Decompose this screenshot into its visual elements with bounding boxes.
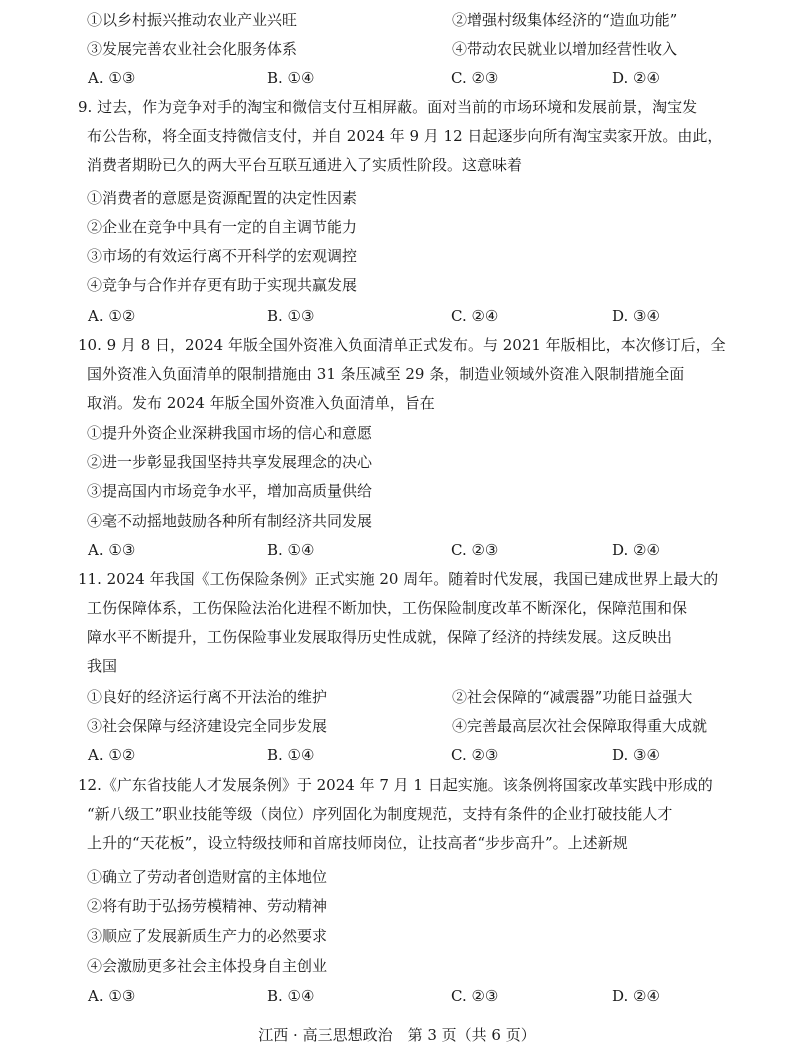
q10-stem-line-3: 取消。发布 2024 年版全国外资准入负面清单，旨在 [87, 394, 435, 412]
q11-answer-b: B. ①④ [267, 746, 315, 764]
q8-answer-b: B. ①④ [267, 69, 315, 87]
q9-option-1: ①消费者的意愿是资源配置的决定性因素 [87, 189, 358, 207]
q8-option-4: ④带动农民就业以增加经营性收入 [452, 40, 678, 58]
q10-answer-c: C. ②③ [451, 541, 499, 559]
q11-option-4: ④完善最高层次社会保障取得重大成就 [452, 717, 708, 735]
q10-answer-d: D. ②④ [612, 541, 660, 559]
q9-answer-a: A. ①② [88, 307, 136, 325]
q11-answer-a: A. ①② [88, 746, 136, 764]
q11-option-3: ③社会保障与经济建设完全同步发展 [87, 717, 328, 735]
q9-stem-line-3: 消费者期盼已久的两大平台互联互通进入了实质性阶段。这意味着 [87, 156, 523, 174]
q11-option-1: ①良好的经济运行离不开法治的维护 [87, 688, 328, 706]
q12-answer-a: A. ①③ [88, 987, 136, 1005]
q8-answer-d: D. ②④ [612, 69, 660, 87]
q11-stem-line-3: 障水平不断提升，工伤保险事业发展取得历史性成就，保障了经济的持续发展。这反映出 [87, 628, 673, 646]
q10-option-2: ②进一步彰显我国坚持共享发展理念的决心 [87, 453, 373, 471]
q8-answer-c: C. ②③ [451, 69, 499, 87]
q10-option-4: ④毫不动摇地鼓励各种所有制经济共同发展 [87, 512, 373, 530]
q12-answer-c: C. ②③ [451, 987, 499, 1005]
q8-option-2: ②增强村级集体经济的“造血功能” [452, 11, 678, 29]
q11-stem-line-2: 工伤保障体系，工伤保险法治化进程不断加快，工伤保险制度改革不断深化，保障范围和保 [87, 599, 688, 617]
q12-option-3: ③顺应了发展新质生产力的必然要求 [87, 927, 328, 945]
q9-answer-c: C. ②④ [451, 307, 499, 325]
q9-option-3: ③市场的有效运行离不开科学的宏观调控 [87, 247, 358, 265]
q12-answer-b: B. ①④ [267, 987, 315, 1005]
q11-answer-c: C. ②③ [451, 746, 499, 764]
q12-stem-line-2: “新八级工”职业技能等级（岗位）序列固化为制度规范，支持有条件的企业打破技能人才 [87, 805, 673, 823]
q12-stem-line-3: 上升的“天花板”，设立特级技师和首席技师岗位，让技高者“步步高升”。上述新规 [87, 834, 628, 852]
q12-option-2: ②将有助于弘扬劳模精神、劳动精神 [87, 897, 328, 915]
q11-stem-line-4: 我国 [87, 657, 118, 675]
q9-stem-line-1: 9. 过去，作为竞争对手的淘宝和微信支付互相屏蔽。面对当前的市场环境和发展前景，淘宝发 [78, 98, 698, 116]
q11-answer-d: D. ③④ [612, 746, 660, 764]
q11-stem-line-1: 11. 2024 年我国《工伤保险条例》正式实施 20 周年。随着时代发展，我国已建成世界上最大的 [78, 570, 719, 588]
q9-option-4: ④竞争与合作并存更有助于实现共赢发展 [87, 276, 358, 294]
q8-answer-a: A. ①③ [88, 69, 136, 87]
q10-answer-a: A. ①③ [88, 541, 136, 559]
q11-option-2: ②社会保障的“减震器”功能日益强大 [452, 688, 693, 706]
q10-option-3: ③提高国内市场竞争水平，增加高质量供给 [87, 482, 373, 500]
q9-option-2: ②企业在竞争中具有一定的自主调节能力 [87, 218, 358, 236]
q10-option-1: ①提升外资企业深耕我国市场的信心和意愿 [87, 424, 373, 442]
q10-answer-b: B. ①④ [267, 541, 315, 559]
q12-stem-line-1: 12.《广东省技能人才发展条例》于 2024 年 7 月 1 日起实施。该条例将国家改革实践中形成的 [78, 776, 713, 794]
q12-option-4: ④会激励更多社会主体投身自主创业 [87, 957, 328, 975]
q9-stem-line-2: 布公告称，将全面支持微信支付，并自 2024 年 9 月 12 日起逐步向所有淘宝卖家开放。由此， [87, 127, 723, 145]
q10-stem-line-1: 10. 9 月 8 日，2024 年版全国外资准入负面清单正式发布。与 2021 年版相比，本次修订后，全 [78, 336, 726, 354]
q10-stem-line-2: 国外资准入负面清单的限制措施由 31 条压减至 29 条，制造业领域外资准入限制措施全面 [87, 365, 685, 383]
q12-answer-d: D. ②④ [612, 987, 660, 1005]
page-footer: 江西 · 高三思想政治 第 3 页（共 6 页） [258, 1026, 536, 1044]
q8-option-3: ③发展完善农业社会化服务体系 [87, 40, 298, 58]
q12-option-1: ①确立了劳动者创造财富的主体地位 [87, 868, 328, 886]
q8-option-1: ①以乡村振兴推动农业产业兴旺 [87, 11, 298, 29]
q9-answer-b: B. ①③ [267, 307, 315, 325]
q9-answer-d: D. ③④ [612, 307, 660, 325]
